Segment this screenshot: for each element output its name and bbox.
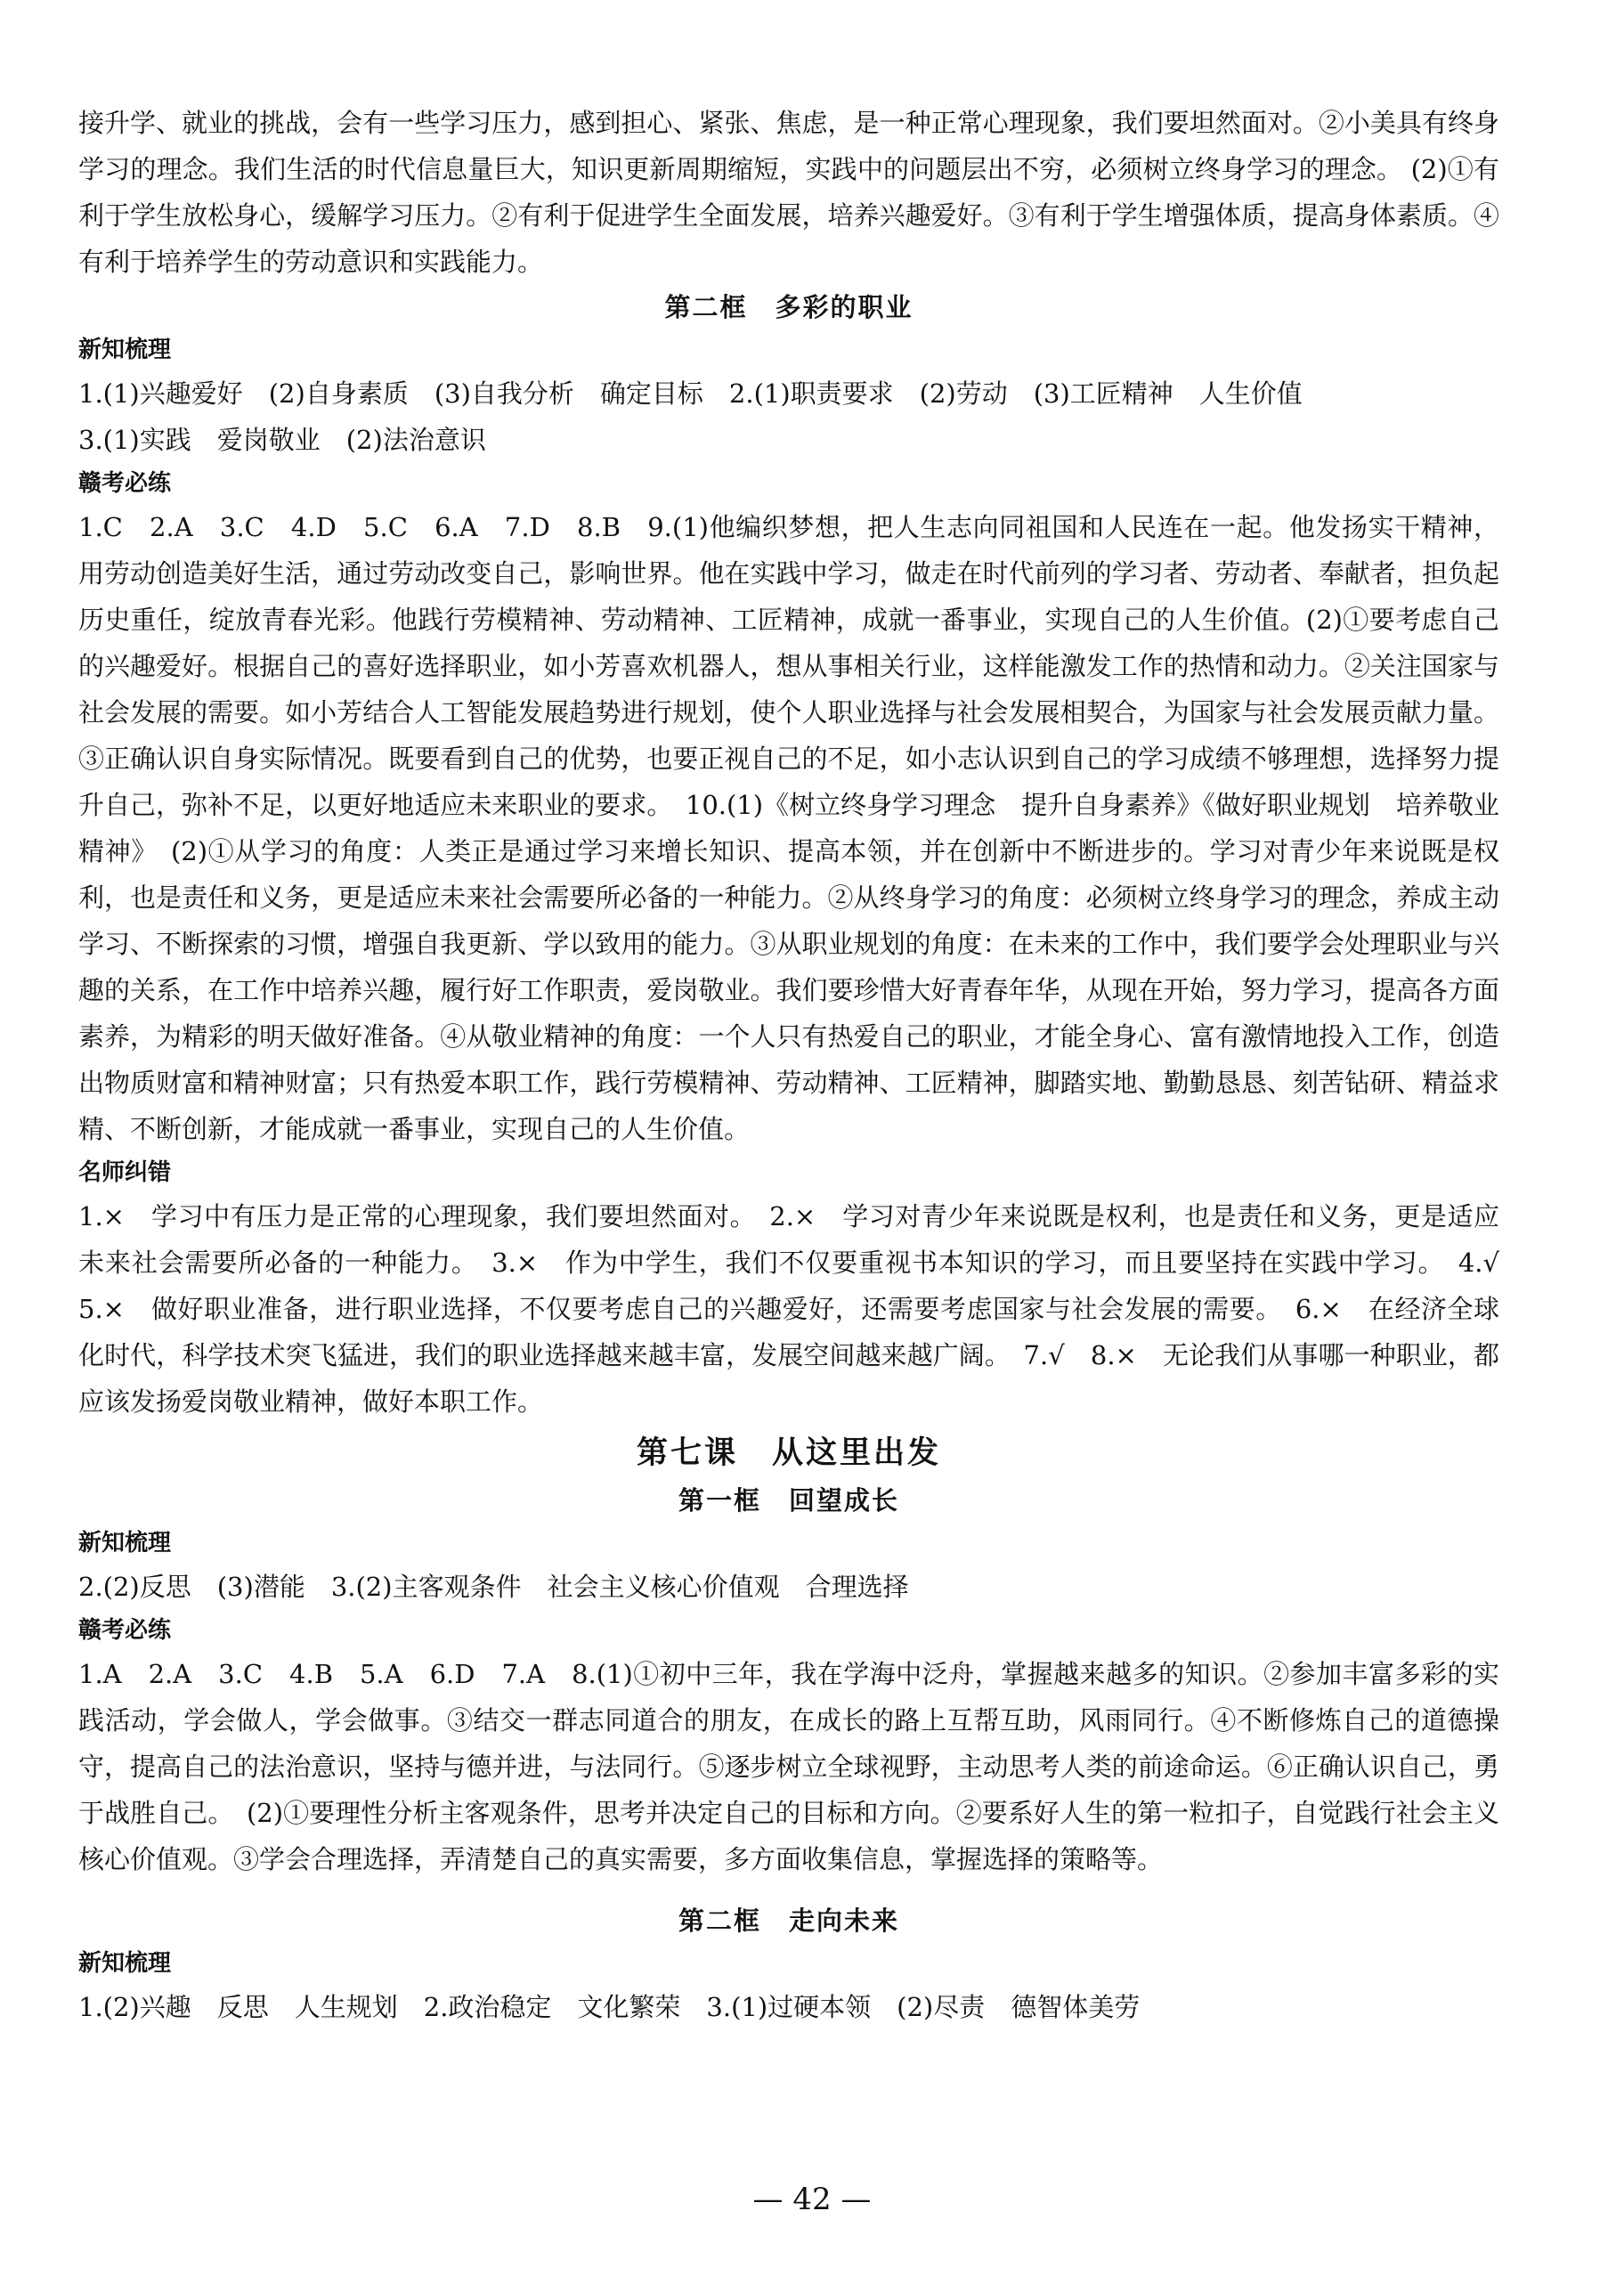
new-knowledge-heading: 新知梳理 [78, 1530, 172, 1557]
answer-page [78, 100, 1526, 2030]
page-number: — 42 — [752, 2182, 872, 2217]
lesson-title: 第七课 从这里出发 [636, 1435, 941, 1471]
new-knowledge-line: 2.(2)反思 (3)潜能 3.(2)主客观条件 社会主义核心价值观 合理选择 [78, 1572, 909, 1602]
new-knowledge-line: 1.(1)兴趣爱好 (2)自身素质 (3)自我分析 确定目标 2.(1)职责要求 (2)劳动 (3)工匠精神 人生价值 [78, 378, 1303, 409]
section-title-future: 第二框 走向未来 [678, 1906, 899, 1936]
section-title-review-growth: 第一框 回望成长 [678, 1485, 899, 1516]
new-knowledge-line: 3.(1)实践 爱岗敬业 (2)法治意识 [78, 425, 486, 455]
practice-heading: 赣考必练 [78, 1617, 172, 1644]
continued-answer-paragraph: 接升学、就业的挑战，会有一些学习压力，感到担心、紧张、焦虑，是一种正常心理现象，我们要坦然面对。②小美具有终身学习的理念。我们生活的时代信息量巨大，知识更新周期缩短，实践中的问题层出不穷，必须树立终身学习的理念。 (2)①有利于学生放松身心，缓解学习压力。②有利于促进学生全面发展，培养兴趣爱好。③有利于学生增强体质，提高身体素质。④有利于培养学生的劳动意识和实践能力。 [78, 108, 1499, 277]
new-knowledge-heading: 新知梳理 [78, 1950, 172, 1977]
new-knowledge-heading: 新知梳理 [78, 337, 172, 363]
corrections-heading: 名师纠错 [78, 1159, 172, 1186]
section-title-career: 第二框 多彩的职业 [664, 292, 914, 322]
corrections-answers: 1.× 学习中有压力是正常的心理现象，我们要坦然面对。 2.× 学习对青少年来说既是权利，也是责任和义务，更是适应未来社会需要所必备的一种能力。 3.× 作为中学生，我们不仅要重视书本知识的学习，而且要坚持在实践中学习。 4.√ 5.× 做好职业准备，进行职业选择，不仅要考虑自己的兴趣爱好，还需要考虑国家与社会发展的需要。 6.× 在经济全球化时代，科学技术突飞猛进，我们的职业选择越来越丰富，发展空间越来越广阔。 7.√ 8.× 无论我们从事哪一种职业，都应该发扬爱岗敬业精神，做好本职工作。 [78, 1201, 1526, 1417]
practice-answers: 1.A 2.A 3.C 4.B 5.A 6.D 7.A 8.(1)①初中三年，我在学海中泛舟，掌握越来越多的知识。②参加丰富多彩的实践活动，学会做人，学会做事。③结交一群志同道合的朋友，在成长的路上互帮互助，风雨同行。④不断修炼自己的道德操守，提高自己的法治意识，坚持与德并进，与法同行。⑤逐步树立全球视野，主动思考人类的前途命运。⑥正确认识自己，勇于战胜自己。 (2)①要理性分析主客观条件，思考并决定自己的目标和方向。②要系好人生的第一粒扣子，自觉践行社会主义核心价值观。③学会合理选择，弄清楚自己的真实需要，多方面收集信息，掌握选择的策略等。 [78, 1659, 1499, 1874]
practice-answers: 1.C 2.A 3.C 4.D 5.C 6.A 7.D 8.B 9.(1)他编织梦想，把人生志向同祖国和人民连在一起。他发扬实干精神，用劳动创造美好生活，通过劳动改变自己，影响世界。他在实践中学习，做走在时代前列的学习者、劳动者、奉献者，担负起历史重任，绽放青春光彩。他践行劳模精神、劳动精神、工匠精神，成就一番事业，实现自己的人生价值。(2)①要考虑自己的兴趣爱好。根据自己的喜好选择职业，如小芳喜欢机器人，想从事相关行业，这样能激发工作的热情和动力。②关注国家与社会发展的需要。如小芳结合人工智能发展趋势进行规划，使个人职业选择与社会发展相契合，为国家与社会发展贡献力量。③正确认识自身实际情况。既要看到自己的优势，也要正视自己的不足，如小志认识到自己的学习成绩不够理想，选择努力提升自己，弥补不足，以更好地适应未来职业的要求。 10.(1)《树立终身学习理念 提升自身素养》《做好职业规划 培养敬业精神》 (2)①从学习的角度：人类正是通过学习来增长知识、提高本领，并在创新中不断进步的。学习对青少年来说既是权利，也是责任和义务，更是适应未来社会需要所必备的一种能力。②从终身学习的角度：必须树立终身学习的理念，养成主动学习、不断探索的习惯，增强自我更新、学以致用的能力。③从职业规划的角度：在未来的工作中，我们要学会处理职业与兴趣的关系，在工作中培养兴趣，履行好工作职责，爱岗敬业。我们要珍惜大好青春年华，从现在开始，努力学习，提高各方面素养，为精彩的明天做好准备。④从敬业精神的角度：一个人只有热爱自己的职业，才能全身心、富有激情地投入工作，创造出物质财富和精神财富；只有热爱本职工作，践行劳模精神、劳动精神、工匠精神，脚踏实地、勤勤恳恳、刻苦钻研、精益求精、不断创新，才能成就一番事业，实现自己的人生价值。 [78, 512, 1499, 1144]
practice-heading: 赣考必练 [78, 470, 172, 497]
new-knowledge-line: 1.(2)兴趣 反思 人生规划 2.政治稳定 文化繁荣 3.(1)过硬本领 (2)尽责 德智体美劳 [78, 1992, 1141, 2022]
